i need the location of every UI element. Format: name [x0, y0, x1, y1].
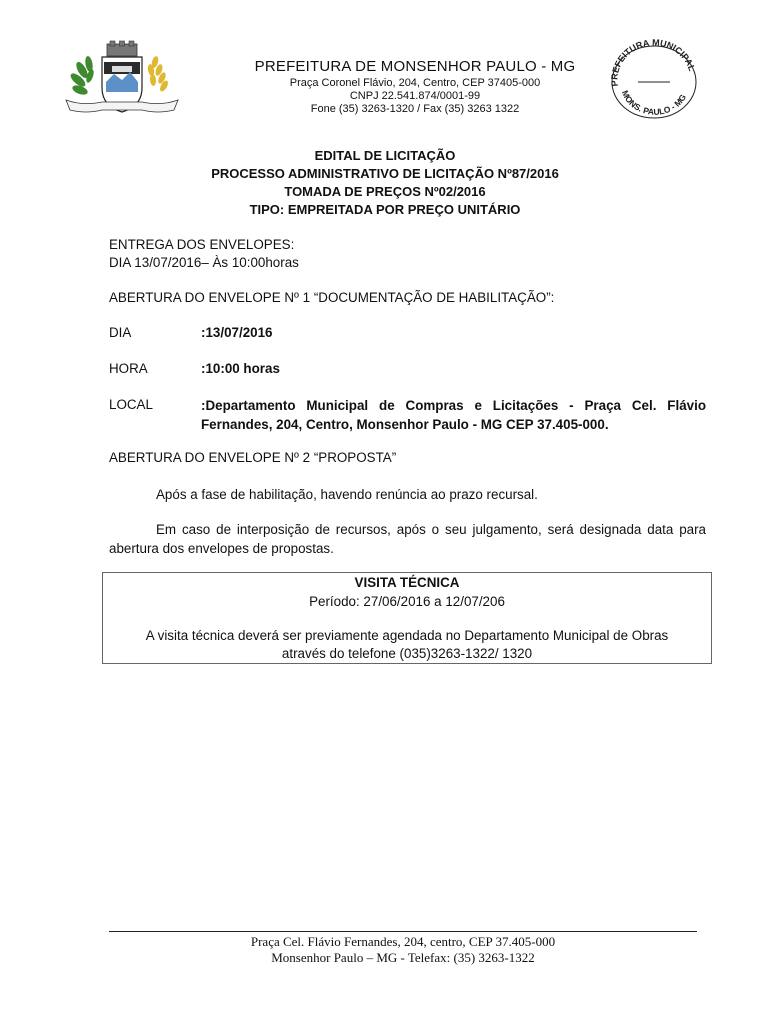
envelope2-paragraph-1: Após a fase de habilitação, havendo renúncia ao prazo recursal. — [156, 487, 538, 502]
day-value: :13/07/2016 — [201, 325, 273, 340]
municipal-stamp — [606, 38, 700, 122]
laurel-branch-icon — [69, 56, 96, 97]
visit-note-line1: A visita técnica deverá ser previamente agendada no Departamento Municipal de Obras — [145, 628, 669, 643]
delivery-heading: ENTREGA DOS ENVELOPES: — [109, 237, 295, 252]
tender-number: TOMADA DE PREÇOS Nº02/2016 — [284, 184, 486, 199]
svg-text:MONS. PAULO - MG — [620, 89, 688, 117]
envelope2-paragraph-2: Em caso de interposição de recursos, após o seu julgamento, será designada data para abertura dos envelopes de propostas. — [109, 522, 706, 556]
footer-contact: Monsenhor Paulo – MG - Telefax: (35) 3263-1322 — [271, 950, 535, 965]
institution-cnpj: CNPJ 22.541.874/0001-99 — [349, 90, 481, 102]
wheat-icon — [147, 55, 170, 92]
footer-address: Praça Cel. Flávio Fernandes, 204, centro, CEP 37.405-000 — [250, 934, 556, 949]
visit-period: Período: 27/06/2016 a 12/07/206 — [309, 594, 505, 609]
envelope2-heading: ABERTURA DO ENVELOPE Nº 2 “PROPOSTA” — [109, 450, 397, 465]
tender-type: TIPO: EMPREITADA POR PREÇO UNITÁRIO — [249, 202, 521, 217]
stamp-top-text: PREFEITURA MUNICIPAL — [609, 38, 698, 87]
footer-divider — [109, 931, 697, 932]
institution-address: Praça Coronel Flávio, 204, Centro, CEP 37405-000 — [289, 77, 541, 89]
process-number: PROCESSO ADMINISTRATIVO DE LICITAÇÃO Nº87/2016 — [211, 166, 559, 181]
institution-title: PREFEITURA DE MONSENHOR PAULO - MG — [254, 58, 576, 75]
local-value: :Departamento Municipal de Compras e Licitações - Praça Cel. Flávio Fernandes, 204, Centro, Monsenhor Paulo - MG CEP 37.405-000. — [201, 398, 706, 432]
stamp-bottom-text: MONS. PAULO - MG — [619, 88, 689, 117]
envelope1-heading: ABERTURA DO ENVELOPE Nº 1 “DOCUMENTAÇÃO DE HABILITAÇÃO”: — [109, 290, 555, 305]
coat-of-arms-logo — [62, 40, 182, 120]
local-label: LOCAL — [109, 397, 153, 412]
institution-phone: Fone (35) 3263-1320 / Fax (35) 3263 1322 — [310, 103, 520, 115]
visit-note-line2: através do telefone (035)3263-1322/ 1320 — [281, 646, 533, 661]
hour-value: :10:00 horas — [201, 361, 280, 376]
svg-text:PREFEITURA MUNICIPAL — [609, 38, 697, 87]
hour-label: HORA — [109, 361, 148, 376]
edital-title: EDITAL DE LICITAÇÃO — [314, 148, 456, 163]
day-label: DIA — [109, 325, 132, 340]
visit-title: VISITA TÉCNICA — [354, 575, 460, 590]
delivery-datetime: DIA 13/07/2016– Às 10:00horas — [109, 255, 299, 270]
